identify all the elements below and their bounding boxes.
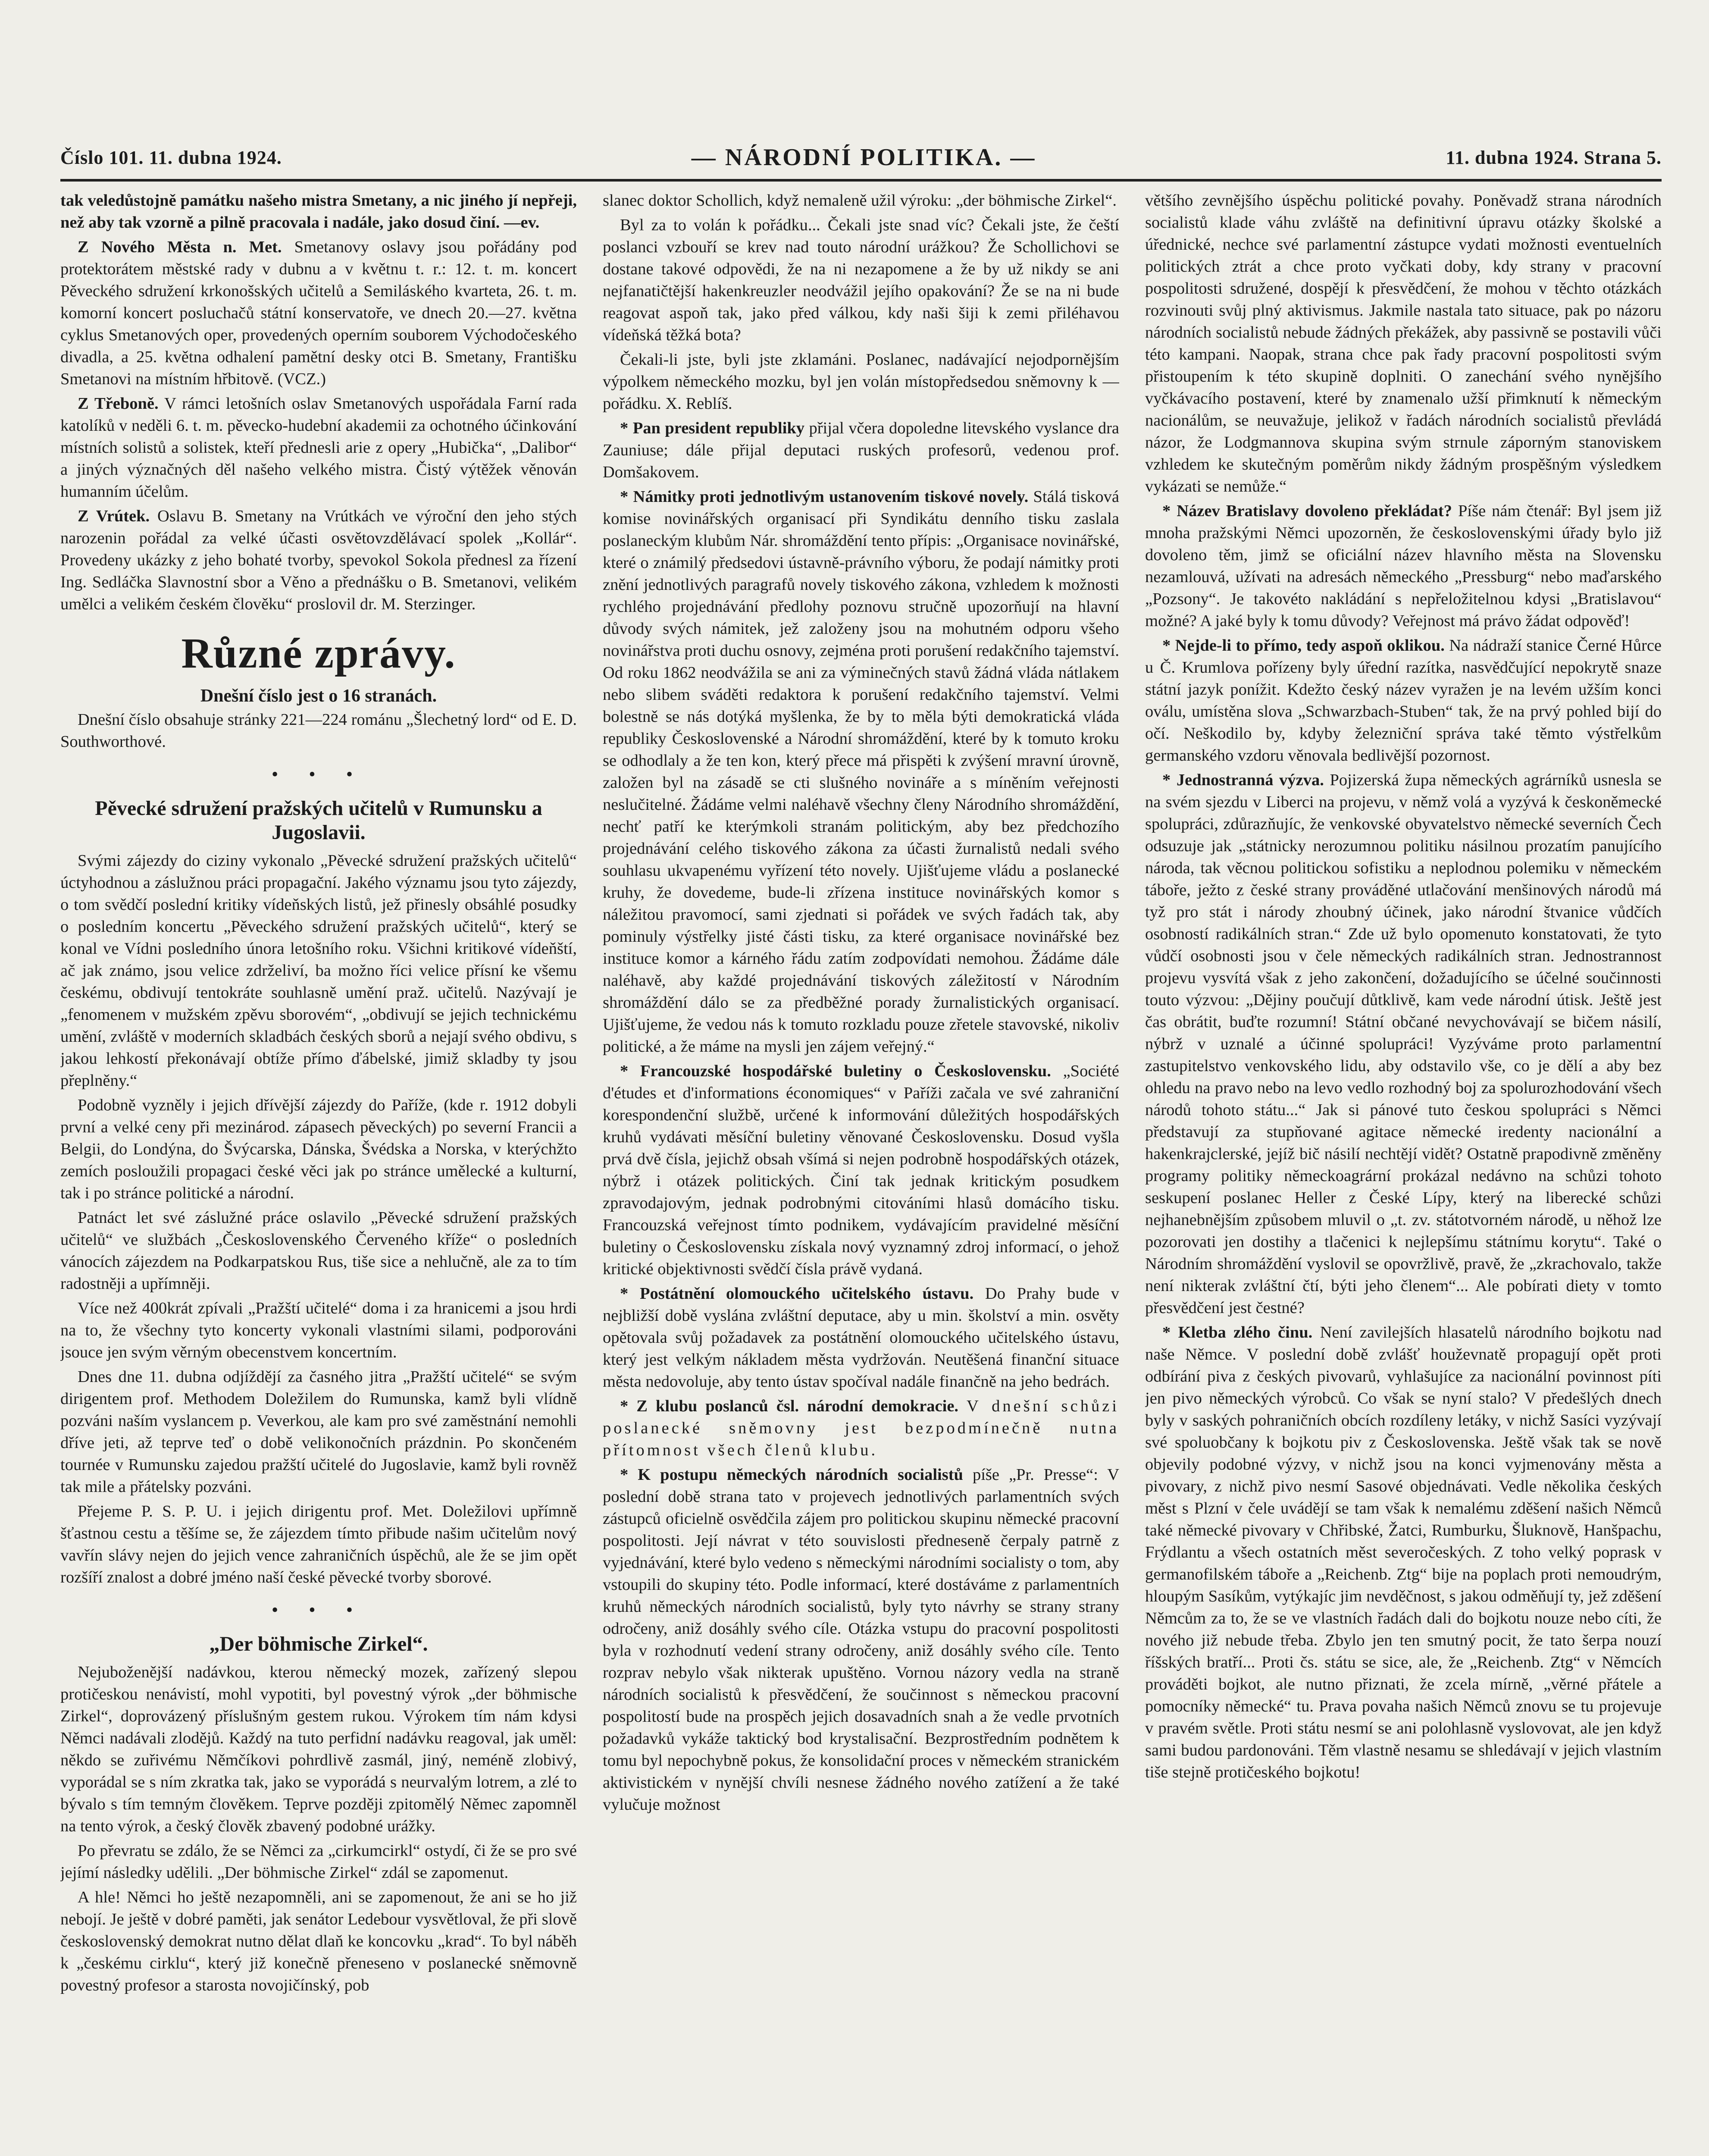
- article-paragraph: Čekali-li jste, byli jste zklamáni. Poslanec, nadávající nejodpornějším výpolkem německého mozku, byl jen volán místopředsedou sněmovny k — pořádku. X. Reblíš.: [603, 351, 1119, 413]
- paragraph-lead: Z Třeboně.: [78, 395, 159, 413]
- paragraph-lead: * Jednostranná výzva.: [1162, 771, 1324, 789]
- separator-dots: • • •: [271, 764, 366, 785]
- article-paragraph: Podobně vyzněly i jejich dřívější zájezdy do Paříže, (kde r. 1912 dobyli první a velké ceny při mezinárod. zápasech pěveckých) po severní Francii a Belgii, do Londýna, do Švýcarska, Dánska, Švédska a Norska, v kterýchžto zemích posloužili propagaci české věci jak po stránce umělecké a kulturní, tak i po stránce politické a národní.: [60, 1096, 577, 1202]
- column-2: [603, 190, 1119, 2156]
- paragraph-body: Stálá tisková komise novinářských organisací při Syndikátu denního tisku zaslala poslaneckým klubům Nár. shromáždění tento přípis: „Organisace novinářské, které o známilý předsedovi ústavně-právního výboru, že podají námitky proti znění jednotlivých paragrafů novely tiskového zákona, vzhledem k možnosti rychlého projednávání předlohy poznovu stručně upozorňují na hlavní důvody svých námitek, jež založeny jsou na mohutném odporu všeho novinářstva proti duchu osnovy, zejména proti porušení redakčního tajemství. Od roku 1862 neodvážila se ani za výminečných stavů žádná vláda nátlakem nebo slibem sváděti redaktora k porušení redakčního tajemství. Velmi bolestně se nás dotýká myšlenka, že by to měla býti demokratická vláda republiky Československé a Národní shromáždění, které by k tomuto kroku se odhodlaly a že ten kon, který přece má přispěti k zvýšení mravní úrovně, založen byl na zásadě se cti slušného novináře a s míněním veřejnosti neslučitelné. Žádáme velmi naléhavě všechny členy Národního shromáždění, nechť patří ke kterýmkoli stranám politickým, aby bez předchozího projednávání celého tiskového zákona za účasti žurnalistů nedali svého souhlasu ukvapenému vyřízení této novely. Ujišťujeme vládu a poslanecké kruhy, že dovedeme, bude-li zřízena instituce novinářských komor s náležitou pravomocí, sami zjednati si pořádek ve svých řadách tak, aby pominuly výstřelky jisté části tisku, za které organisace novinářské bez instituce komor a kárného řádu zatím zodpovídati nemohou. Žádáme dále naléhavě, aby každé projednávání tiskových záležitostí v Národním shromáždění dálo se za předběžné porady žurnalistických organisací. Ujišťujeme, že vedou nás k tomuto rozkladu pouze zřetele stavovské, nikoliv politické, a že máme na mysli jen zájem veřejný.“: [603, 488, 1119, 1056]
- article-paragraph: A hle! Němci ho ještě nezapomněli, ani se zapomenout, že ani se ho již nebojí. Je ještě v dobré paměti, jak senátor Ledebour vysvětloval, že při slově československý demokrat nutno dělat dlaň ke koncovku „krad“. To byl náběh k „českému cirklu“, který již konečně přeneseno v poslanecké sněmovně povestný profesor a starosta novojičínský, pob: [60, 1888, 577, 1994]
- paragraph-body: Smetanovy oslavy jsou pořádány pod protektorátem městské rady v dubnu a v květnu t. r.: 12. t. m. koncert Pěveckého sdružení krkonošských učitelů a Semiláského kvarteta, 26. t. m. komorní koncert posluchačů státní konservatoře, ve dnech 20.—27. května cyklus Smetanových oper, provedených operním souborem Východočeského divadla, a 25. května odhalení pamětní desky otci B. Smetany, Františku Smetanovi na místním hřbitově. (VCZ.): [60, 238, 577, 388]
- article-paragraph: [603, 417, 1119, 483]
- article-paragraph: [60, 236, 577, 390]
- article-paragraph: Byl za to volán k pořádku... Čekali jste snad víc? Čekali jste, že čeští poslanci vzbouří se krev nad touto národní urážkou? Že Schollichovi se dostane takové odpovědi, že na ni nezapomene a že by už nikdy se ani nejfanatičtější hakenkreuzler neodvážil jejího opakování? Že se na ni bude reagovat aspoň tak, jako před válkou, kdy naši šiji k zemi přiléhavou vídeňská těžká bota?: [603, 216, 1119, 344]
- article-paragraph: [603, 1060, 1119, 1280]
- paragraph-lead: * Námitky proti jednotlivým ustanovením tiskové novely.: [620, 488, 1029, 506]
- paragraph-body: Na nádraží stanice Černé Hůrce u Č. Krumlova pořízeny byly úřední razítka, nasvědčující nepokrytě snaze státní jazyk ponížit. Kdežto český název vyražen je na levém užším konci oválu, umístěna slova „Schwarzbach-Stuben“ tak, že na prvý pohled bijí do očí. Neškodilo by, kdyby železniční správa také těmto výstřelkům germanského vzdoru věnovala bedlivější pozornost.: [1145, 636, 1662, 765]
- page-header: [60, 138, 1662, 177]
- section-title: Různé zprávy.: [181, 629, 456, 677]
- masthead-title: — NÁRODNÍ POLITIKA. —: [691, 144, 1036, 171]
- paragraph-lead: * Z klubu poslanců čsl. národní demokracie.: [620, 1397, 959, 1415]
- columns: [60, 190, 1662, 2156]
- article-paragraph: [1145, 500, 1662, 632]
- paragraph-body: Oslavu B. Smetany na Vrútkách ve výroční den jeho stých narozenin pořádal za velké účasti osvětovzdělávací spolek „Kollár“. Provedeny ukázky z jeho bohaté tvorby, spevokol Sokola přednesl za řízení Ing. Sedláčka Slavnostní sbor a Věno a přednášku o B. Smetanovi, velikém umělci a velikém českém člověku“ proslovil dr. M. Sterzinger.: [60, 507, 577, 613]
- column-1: [60, 190, 577, 2156]
- article-paragraph: [60, 505, 577, 615]
- paragraph-body: V dnešní schůzi poslanecké sněmovny jest bezpodmínečně nutna přítomnost všech členů klubu.: [603, 1397, 1119, 1459]
- paragraph-body: Do Prahy bude v nejbližší době vyslána zvláštní deputace, aby u min. školství a min. osvěty opětovala svůj požadavek za postátnění olomouckého učitelského ústavu, který jest velkým nákladem města vydržován. Neutěšená finanční situace města nedovoluje, aby tento ústav spočíval nadále finančně na jeho bedrách.: [603, 1285, 1119, 1391]
- paragraph-lead: * K postupu německých národních socialistů: [620, 1466, 963, 1484]
- article-paragraph: [603, 1395, 1119, 1461]
- article-paragraph: [603, 1464, 1119, 1816]
- paragraph-lead: * Francouzské hospodářské buletiny o Československu.: [620, 1062, 1051, 1080]
- paragraph-lead: * Název Bratislavy dovoleno překládat?: [1162, 502, 1452, 520]
- paragraph-lead: Z Nového Města n. Met.: [78, 238, 282, 256]
- paragraph-body: „Société d'études et d'informations économiques“ v Paříži začala ve své zahraniční korespondenční službě, určené k informování důležitých hospodářských kruhů vydávati měsíční buletiny věnované Československu. Dosud vyšla prvá dvě čísla, jejichž obsah všímá si nejen podrobně hospodářských otázek, nýbrž i otázek politických. Činí tak jednak kritickým posudkem zpravodajovým, jednak podrobnými citováními hlasů domácího tisku. Francouzská veřejnost tímto podnikem, vydávajícím pravidelné měsíční buletiny o Československu získala nový vyznamný zdroj informací, o jehož kritické objektivnosti svědčí čísla právě vydaná.: [603, 1062, 1119, 1278]
- paragraph-lead: * Pan president republiky: [620, 419, 804, 437]
- article-paragraph: [603, 486, 1119, 1058]
- article-paragraph: [603, 1283, 1119, 1393]
- paragraph-body: Pojizerská župa německých agrárníků usnesla se na svém sjezdu v Liberci na projevu, v němž volá a vyzývá k českoněmecké spolupráci, zdůrazňujíc, že venkovské obyvatelstvo německé severních Čech odsuzuje jak „státnicky nerozumnou politiku násilnou prozatím panujícího národa, tak věcnou politickou sofistiku a neplodnou polemiku v německém táboře, ježto z české strany prováděné utlačování menšinových národů má tyž pro stát i národy zhoubný účinek, jako národní štvanice vůdčích osobností radikálních stran.“ Zde už bylo opomenuto konstatovati, že tyto vůdčí osobnosti jsou v čele německých radikálních stran. Jednostrannost projevu vysvítá však z jeho zakončení, dožadujícího se účelné součinnosti touto výzvou: „Dějiny poučují důtklivě, kam vede národní útisk. Ještě jest čas obrátit, buďte rozumní! Státní občané nevychovávají se bičem násilí, nýbrž v uznalé a účinné spolupráci! Vyzýváme proto parlamentní zastupitelstvo venkovského lidu, aby odstavilo vše, co je dělí a aby bez ohledu na pravo nebo na levo vedlo rozhodný boj za spolurozhodování všech národů tohoto státu...“ Jak si pánové tuto českou spolupráci s Němci představují za stupňované agitace německé iredenty nacionální a hakenkrajclerské, jejíž bič násilí nechtějí vidět? Ostatně prapodivně změněny programy politiky německoagrární prokázal nedávno na schůzi tohoto seskupení poslanec Heller z České Lípy, který na liberecké schůzi nejhanebnějším způsobem mluvil o „t. zv. státotvorném národě, u něhož lze pozorovati jen dostihy a tlačenici k nejlepšímu státnímu korytu“. Také o Národním shromáždění vyslovil se opovržlivě, pravě, že „zkrachovalo, takže není nikterak zvláštní čtí, býti jeho členem“... Ale pobírati diety v tomto přesvědčení jest čestné?: [1145, 771, 1662, 1317]
- article-paragraph: většího zevnějšího úspěchu politické povahy. Poněvadž strana národních socialistů klade váhu zvláště na definitivní úpravu otázky školské a úřednické, nechce své parlamentní zástupce vydati možnosti eventuelních politických ztrát a chce proto vyčkati doby, kdy strany v pracovní pospolitosti sdružené, dospějí k přesvědčení, že mohou v těchto otázkách rozvinouti svůj plný aktivismus. Jakmile nastala tato situace, pak po názoru národních socialistů nebude žádných překážek, aby passivně se postavili vůči této kampani. Naopak, strana chce pak řady pracovní pospolitosti svým přistoupením k této skupině doplniti. O zanechání svého nynějšího vyčkávacího postavení, které by znamenalo užší přimknutí k německým nacionálům, se neuvažuje, jelikož v řadách národních socialistů převládá názor, že Lodgmannova skupina svým strnule záporným stanoviskem vzhledem ke skutečným poměrům nikdy žádným prospěšným výsledkem vykázati se nemůže.“: [1145, 191, 1662, 495]
- paragraph-body: Píše nám čtenář: Byl jsem již mnoha pražskými Němci upozorněn, že československými úřady bylo již dovoleno těm, jimž se oficiální název hlavního města na Slovensku nezamlouvá, užívati na adresách německého „Pressburg“ nebo maďarského „Pozsony“. Je takovéto nakládání s nepřeložitelnou kdysi „Bratislavou“ možné? A jaké byly k tomu důvody? Veřejnost má právo žádat odpověď!: [1145, 502, 1662, 630]
- paragraph-body: přijal včera dopoledne litevského vyslance dra Zauniuse; dále přijal deputaci ruských profesorů, vedenou prof. Domšakovem.: [603, 419, 1119, 481]
- article-paragraph: Svými zájezdy do ciziny vykonalo „Pěvecké sdružení pražských učitelů“ úctyhodnou a záslužnou práci propagační. Jakého významu jsou tyto zájezdy, o tom svědčí poslední kritiky vídeňských listů, jež přinesly obsáhlé posudky o posledním koncertu „Pěveckého sdružení pražských učitelů“, který se konal ve Vídni posledního února letošního roku. Všichni kritikové vídeňští, ač jak známo, jsou velice zdrželiví, ba možno říci velice přísní ke všemu českému, obdivují tentokráte souhlasně umění praž. učitelů. Nazývají je „fenomenem v mužském zpěvu sborovém“, „obdivují se jejich technickému umění, zvláště v moderních skladbách českých sborů a nejají svého obdivu, s jakou lehkostí překonávají obtíže přímo ďábelské, jimiž skladby ty jsou přeplněny.“: [60, 852, 577, 1090]
- article-headline: Pěvecké sdružení pražských učitelů v Rumunsku a Jugoslavii.: [95, 797, 542, 844]
- paragraph-lead: * Kletba zlého činu.: [1162, 1323, 1313, 1341]
- article-paragraph: Po převratu se zdálo, že se Němci za „cirkumcirkl“ ostydí, či že se pro své jejímí následky udělili. „Der böhmische Zirkel“ zdál se zapomenut.: [60, 1842, 577, 1882]
- article-paragraph: Více než 400krát zpívali „Pražští učitelé“ doma i za hranicemi a jsou hrdi na to, že všechny tyto koncerty vykonali vlastními silami, podporováni jsouce jen svým věrným obecenstvem koncertním.: [60, 1299, 577, 1361]
- paragraph-body: píše „Pr. Presse“: V poslední době strana tato v projevech jednotlivých parlamentních svých zástupců oficielně osvědčila zájem pro politickou skupinu německé pracovní pospolitosti. Její návrat v této souvislosti předneseně čerpaly patrně z vyjednávání, které bylo vedeno s německými národními socialisty o tom, aby vstoupili do skupiny této. Podle informací, které dostáváme z parlamentních kruhů německých národních socialistů, byly tyto návrhy se strany strany odročeny, aniž dosáhly svého cíle. Otázka vstupu do pracovní pospolitosti byla v rozhodnutí vedení strany odročeny, aniž dosáhly svého cíle. Tento rozprav nebylo však nikterak upuštěno. Vornou názory vedla na straně národních socialistů k přesvědčení, že součinnost s německou pracovní pospolitostí bude na prospěch jejich dosavadních snah a že vedle prvotních požadavků vykáže taktický bod krystalisační. Bezprostředním podnětem k tomu byl nepochybně pokus, že konsolidační proces v německém stranickém aktivistickém v nynější chvíli nesnese žádného nového zatížení a že také vylučuje možnost: [603, 1466, 1119, 1814]
- header-left: Číslo 101. 11. dubna 1924.: [60, 147, 282, 168]
- paragraph-lead: * Postátnění olomouckého učitelského ústavu.: [620, 1285, 974, 1303]
- article-paragraph: [1145, 1322, 1662, 1783]
- article-paragraph: [1145, 769, 1662, 1319]
- article-paragraph: slanec doktor Schollich, když nemaleně užil výroku: „der böhmische Zirkel“.: [603, 191, 1117, 210]
- article-headline: „Der böhmische Zirkel“.: [209, 1633, 428, 1655]
- article-paragraph: [60, 393, 577, 503]
- article-paragraph: Přejeme P. S. P. U. i jejich dirigentu prof. Met. Doležilovi upřímně šťastnou cestu a těšíme se, že zájezdem tímto přibude našim učitelům nový vavřín slávy nejen do jejich vence zahraničních úspěchů, ale že se jim opět rozšíří znalost a dobré jméno naší české pěvecké tvorby sborové.: [60, 1502, 577, 1586]
- article-paragraph: Dnes dne 11. dubna odjíždějí za časného jitra „Pražští učitelé“ se svým dirigentem prof. Methodem Doležilem do Rumunska, kamž byli vlídně pozváni naším vyslancem p. Veverkou, ale kam pro své zaměstnání nemohli dříve jeti, až teprve teď o době velikonočních prázdnin. Po skončeném tournée v Rumunsku zajedou pražští učitelé do Jugoslavie, kamž byli rovněž tak mile a přátelsky pozváni.: [60, 1368, 577, 1496]
- paragraph-body: V rámci letošních oslav Smetanových uspořádala Farní rada katolíků v neděli 6. t. m. pěvecko-hudební akademii za ochotného účinkování místních solistů a solistek, kteří přednesli arie z opery „Hubička“, „Dalibor“ a jiných význačných děl našeho velkého mistra. Čistý výtěžek věnován humanním účelům.: [60, 395, 577, 501]
- header-right: 11. dubna 1924. Strana 5.: [1446, 147, 1662, 168]
- article-paragraph: Patnáct let své záslužné práce oslavilo „Pěvecké sdružení pražských učitelů“ ve službách „Československého Červeného kříže“ o posledních vánocích zájezdem na Podkarpatskou Rus, tiše sice a nehlučně, ale za to tím radostněji a upřímněji.: [60, 1209, 577, 1293]
- separator-dots: • • •: [271, 1599, 366, 1620]
- article-paragraph: Nejuboženější nadávkou, kterou německý mozek, zařízený slepou protičeskou nenávistí, mohl vypotiti, byl povestný výrok „der böhmische Zirkel“, doprovázený příslušným gestem rukou. Výrokem tím nám kdysi Němci nadávali zlodějů. Každý na tuto perfidní nadávku reagoval, jak uměl: někdo se zuřivému Němčíkovi pohrdlivě zasmál, jiný, neméně zlobivý, vyporádal se s ním zkratka tak, jako se vyporádá s neurvalým lotrem, a zlé to bývalo s tím temným člověkem. Teprve později zpitomělý Němec zapomněl na tento výrok, a český člověk zbavený podobné urážky.: [60, 1663, 577, 1835]
- paragraph-body: Není zavilejších hlasatelů národního bojkotu nad naše Němce. V poslední době zvlášť houževnatě propagují opět proti odbírání piva z českých pivovarů, vyhlašujíce za nacionální povinnost píti jen pivo německých výrobců. Co však se nyní stalo? V předešlých dnech byly v saských pohraničních obcích rozdíleny letáky, v nichž Sasíci vyzývají své spoluobčany k bojkotu piv z Československa. Ještě však tak se nově objevily podobné výzvy, v nichž jsou na konci vyjmenovány města a pivovary, z nichž pivo nesmí Sasové objednávati. Vedle několika českých měst s Plzní v čele uvádějí se tam však k nemalému zděšení našich Němců také německé pivovary v Chřibské, Žatci, Rumburku, Šluknově, Hanšpachu, Frýdlantu a všech ostatních měst severočeských. Z toho velký poprask v germanofilském táboře a „Reichenb. Ztg“ bije na poplach proti nemoudrým, hloupým Sasíkům, vytýkajíc jim nevděčnost, s jakou odměňují ty, jež zděšení Němcům za to, že se ve vlastních řadách dali do bojkotu nouze nebo cíti, že nového již nebude třeba. Zbylo jen ten smutný pocit, že tato šerpa nouzí říšských bratří... Proti čs. státu se sice, ale, že „Reichenb. Ztg“ v Němcích prováděti bojkot, ale nutno přiznati, že zcela mírně, „věrné přátele a pomocníky německé“ tu. Prava povaha našich Němců znovu se tu projevuje v pravém světle. Proti státu nesmí se ani polohlasně vyslovovat, ale jen když sami budou pardonováni. Těm vlastně nesamu se shledávají v jejich vlastním tiše stejně protičeského bojkotu!: [1145, 1323, 1662, 1781]
- paragraph-lead: Z Vrútek.: [78, 507, 150, 525]
- article-paragraph: Dnešní číslo obsahuje stránky 221—224 románu „Šlechetný lord“ od E. D. Southworthové.: [60, 711, 577, 751]
- subheadline: Dnešní číslo jest o 16 stranách.: [200, 686, 437, 706]
- article-paragraph: [1145, 635, 1662, 767]
- column-3: [1145, 190, 1662, 2156]
- paragraph-lead: * Nejde-li to přímo, tedy aspoň oklikou.: [1162, 636, 1445, 655]
- header-rule: [60, 179, 1662, 182]
- article-paragraph: tak veledůstojně památku našeho mistra Smetany, a nic jiného jí nepřeji, než aby tak vzorně a pilně pracovala i nadále, jako dosud činí. —ev.: [60, 191, 577, 232]
